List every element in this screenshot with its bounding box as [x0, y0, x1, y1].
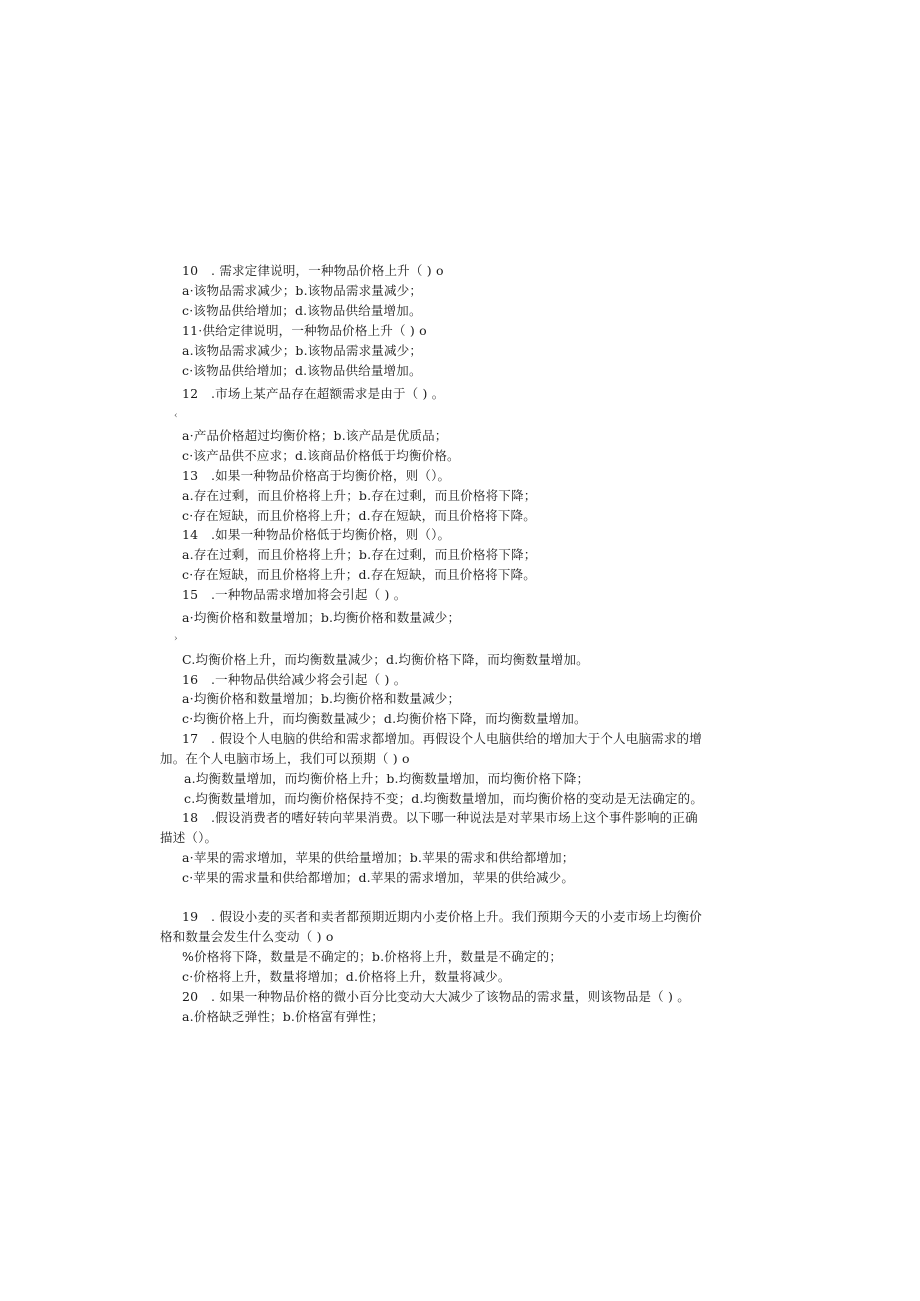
question-10: 10 . 需求定律说明，一种物品价格上升（ ) o — [182, 263, 444, 278]
question-10-options-cd: c·该物品供给增加；d.该物品供给量增加。 — [182, 303, 422, 318]
question-12: 12 .市场上某产品存在超额需求是由于（ ) 。 — [182, 386, 445, 401]
question-13-options-ab: a.存在过剩，而且价格将上升；b.存在过剩，而且价格将下降； — [182, 488, 537, 503]
question-14-options-cd: c·存在短缺，而且价格将上升；d.存在短缺，而且价格将下降。 — [182, 567, 536, 582]
question-10-options-ab: a·该物品需求减少；b.该物品需求量减少； — [182, 283, 423, 298]
question-14-options-ab: a.存在过剩，而且价格将上升；b.存在过剩，而且价格将下降； — [182, 547, 537, 562]
question-11-options-cd: c·该物品供给增加；d.该物品供给量增加。 — [182, 363, 422, 378]
question-20-options-ab: a.价格缺乏弹性；b.价格富有弹性； — [182, 1009, 385, 1024]
question-16: 16 .一种物品供给减少将会引起（ ) 。 — [182, 672, 407, 687]
question-16-options-cd: c·均衡价格上升，而均衡数量减少；d.均衡价格下降，而均衡数量增加。 — [182, 711, 587, 726]
question-19-options-ab: %价格将下降，数量是不确定的；b.价格将上升，数量是不确定的； — [182, 949, 563, 964]
question-15-options-ab: a·均衡价格和数量增加；b.均衡价格和数量减少； — [182, 610, 461, 625]
question-16-options-ab: a·均衡价格和数量增加；b.均衡价格和数量减少； — [182, 691, 461, 706]
stray-mark: ‹ — [174, 411, 178, 421]
question-12-options-ab: a·产品价格超过均衡价格；b.该产品是优质品； — [182, 428, 448, 443]
question-12-options-cd: c·该产品供不应求；d.该商品价格低于均衡价格。 — [182, 448, 460, 463]
question-19-line-2: 格和数量会发生什么变动（ ) o — [160, 929, 334, 944]
question-18-options-ab: a·苹果的需求增加，苹果的供给量增加；b.苹果的需求和供给都增加； — [182, 850, 575, 865]
question-17-options-cd: c.均衡数量增加，而均衡价格保持不变；d.均衡数量增加，而均衡价格的变动是无法确定的。 — [184, 791, 704, 806]
question-17-line-2: 加。在个人电脑市场上，我们可以预期（ ) o — [160, 751, 410, 766]
question-13-options-cd: c·存在短缺，而且价格将上升；d.存在短缺，而且价格将下降。 — [182, 508, 536, 523]
question-19-line-1: 19 . 假设小麦的买者和卖者都预期近期内小麦价格上升。我们预期今天的小麦市场上均衡价 — [182, 909, 702, 924]
question-18-options-cd: c·苹果的需求量和供给都增加；d.苹果的需求增加，苹果的供给减少。 — [182, 870, 575, 885]
question-18-line-1: 18 .假设消费者的嗜好转向苹果消费。以下哪一种说法是对苹果市场上这个事件影响的正确 — [182, 810, 698, 825]
question-18-line-2: 描述（）。 — [160, 830, 218, 845]
question-17-options-ab: a.均衡数量增加，而均衡价格上升；b.均衡数量增加，而均衡价格下降； — [184, 771, 590, 786]
question-13: 13 .如果一种物品价格高于均衡价格，则（）。 — [182, 468, 451, 483]
question-14: 14 .如果一种物品价格低于均衡价格，则（）。 — [182, 527, 451, 542]
question-15-options-cd: C.均衡价格上升，而均衡数量减少；d.均衡价格下降，而均衡数量增加。 — [182, 652, 589, 667]
question-19-options-cd: c·价格将上升，数量将增加；d.价格将上升，数量将减少。 — [182, 969, 511, 984]
question-11-options-ab: a.该物品需求减少；b.该物品需求量减少； — [182, 343, 423, 358]
question-11: 11·供给定律说明，一种物品价格上升（ ) o — [182, 323, 427, 338]
stray-mark: › — [174, 634, 178, 644]
question-15: 15 .一种物品需求增加将会引起（ ) 。 — [182, 587, 407, 602]
question-17-line-1: 17 . 假设个人电脑的供给和需求都增加。再假设个人电脑供给的增加大于个人电脑需求的增 — [182, 731, 702, 746]
question-20: 20 . 如果一种物品价格的微小百分比变动大大减少了该物品的需求量，则该物品是（ ) 。 — [182, 989, 690, 1004]
